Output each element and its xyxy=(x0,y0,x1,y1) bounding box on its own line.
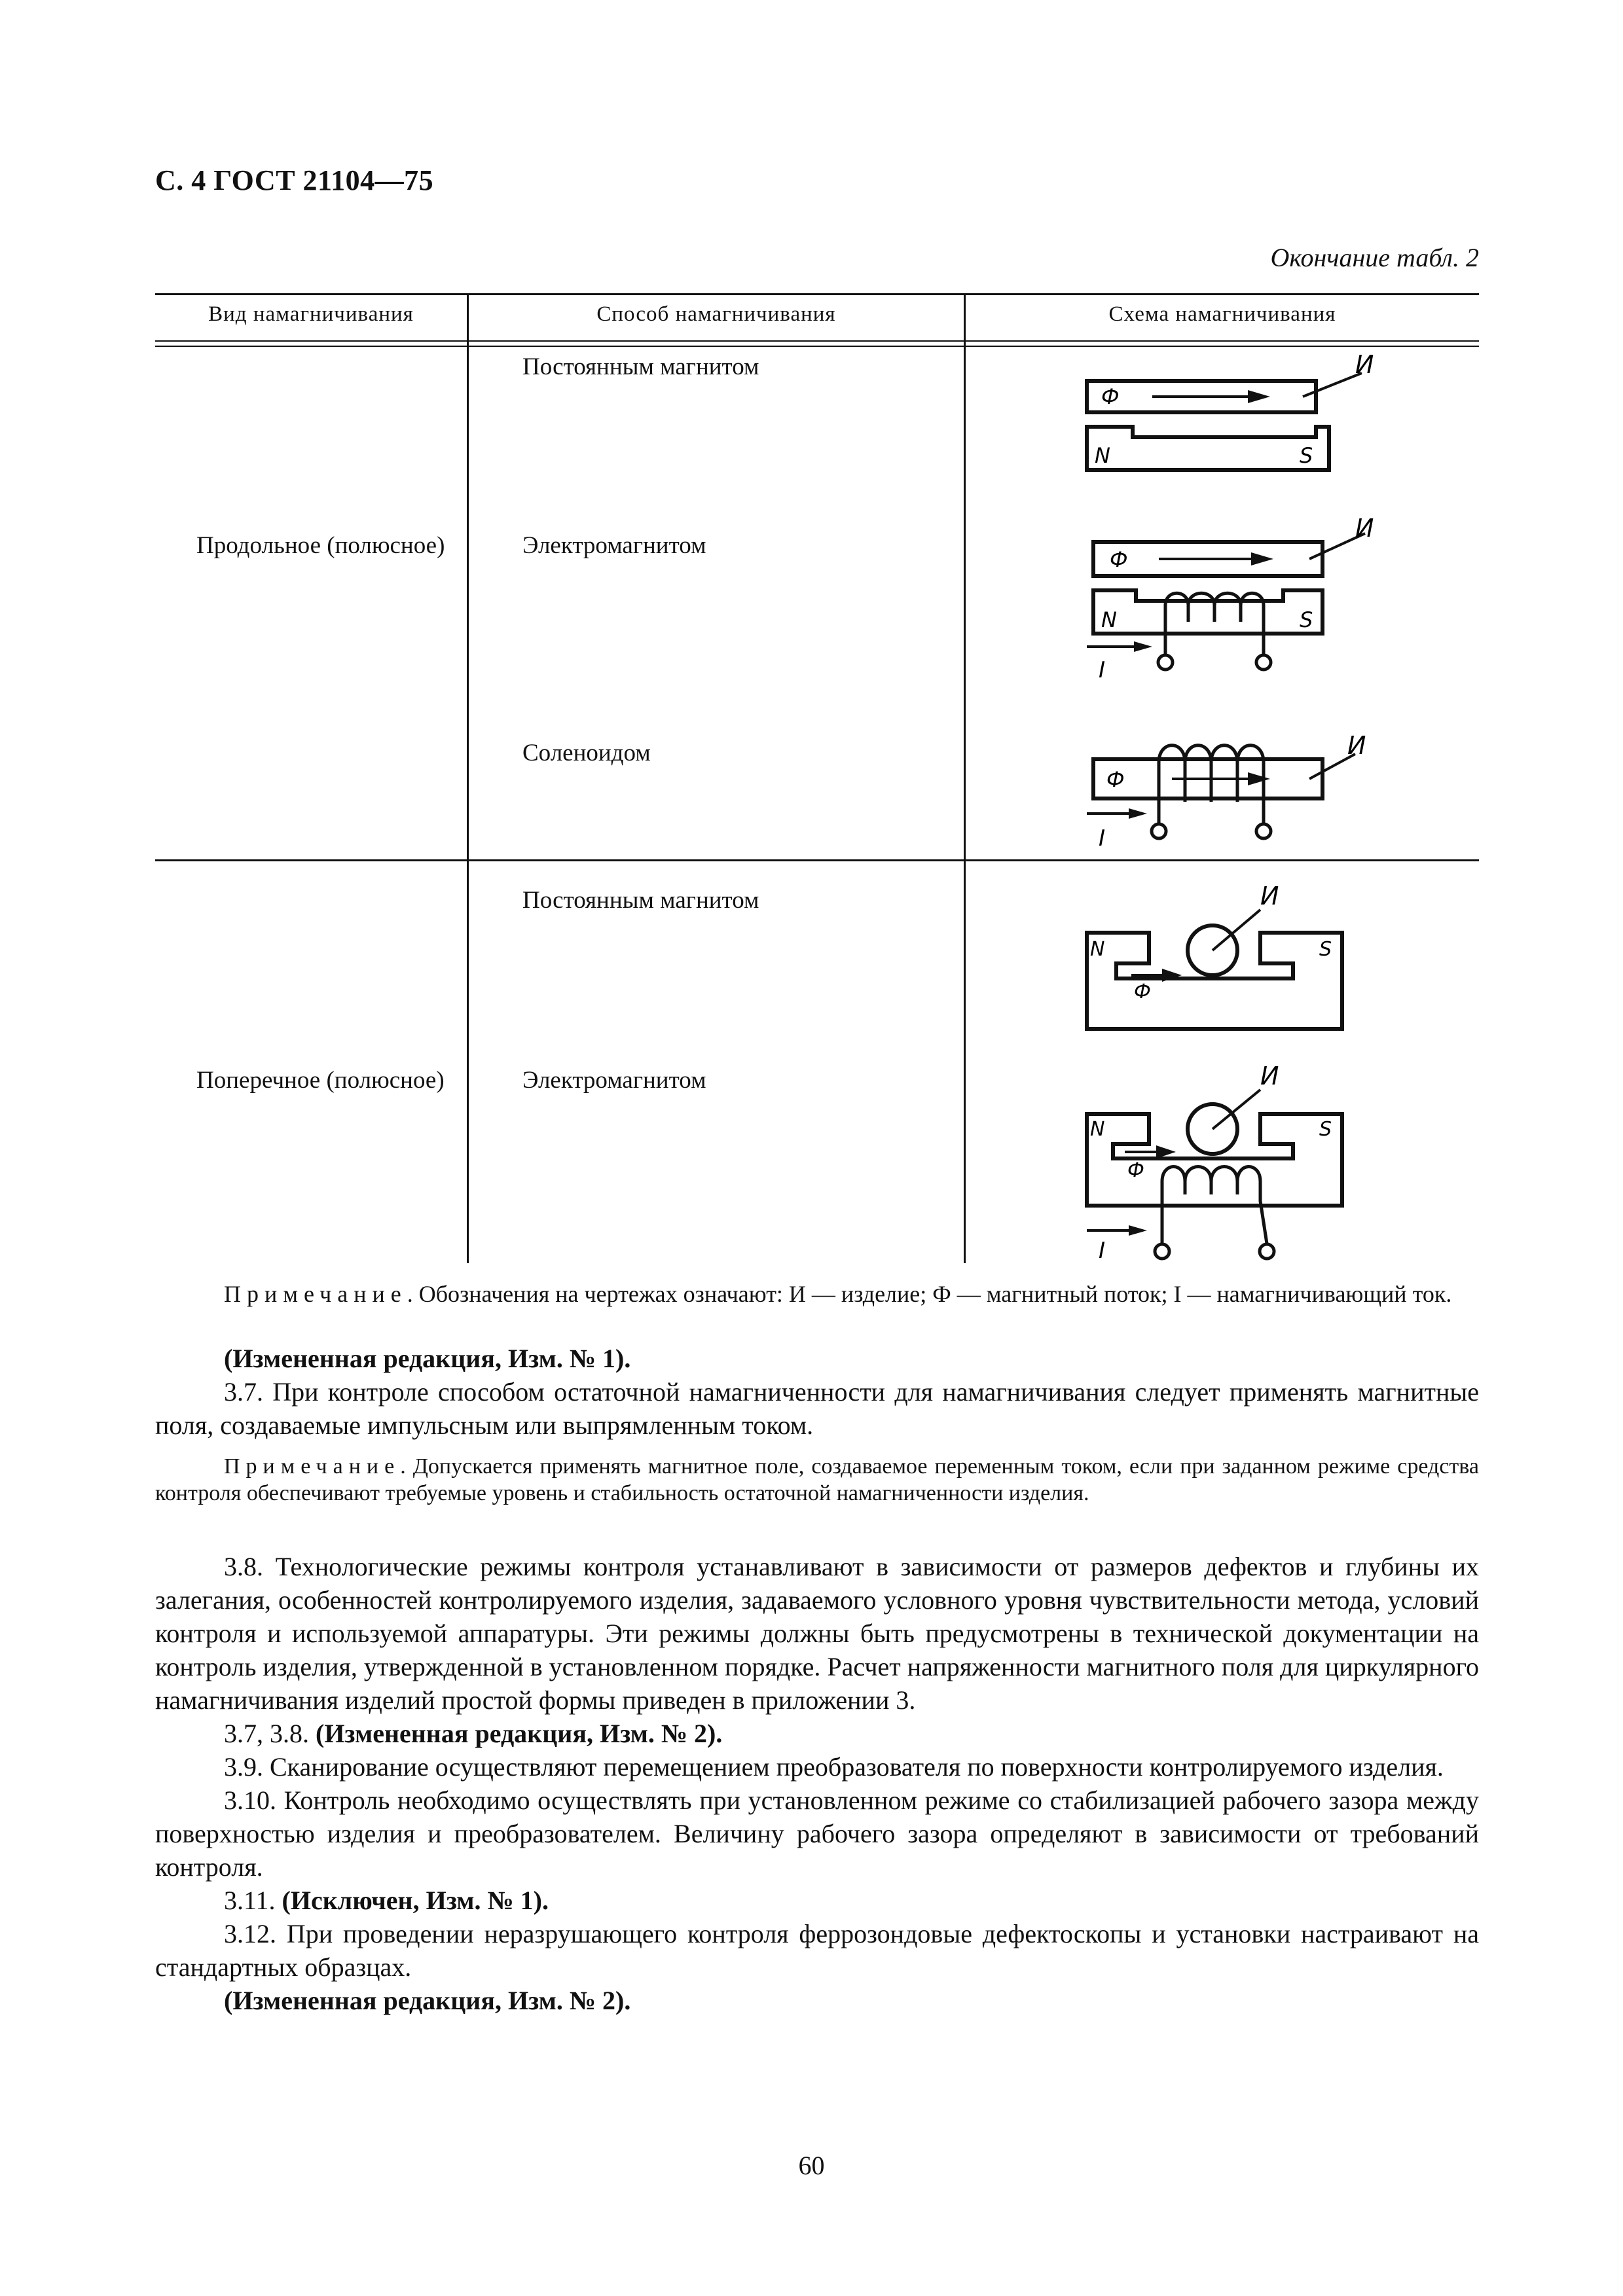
south-pole-label: S xyxy=(1300,443,1313,468)
method-permanent-magnet-2: Постоянным магнитом xyxy=(522,887,759,914)
table-group-divider xyxy=(155,859,1479,861)
north-pole-label: N xyxy=(1090,1118,1105,1141)
product-symbol: И xyxy=(1347,731,1366,760)
kind-transverse: Поперечное (полюсное) xyxy=(196,1067,445,1094)
paragraph-3-9: 3.9. Сканирование осуществляют перемещением преобразователя по поверхности контролируемого изделия. xyxy=(224,1752,1444,1782)
method-electromagnet: Электромагнитом xyxy=(522,532,706,559)
method-electromagnet-2: Электромагнитом xyxy=(522,1067,706,1094)
flux-symbol: Ф xyxy=(1134,980,1151,1003)
note-text: . Допускается применять магнитное поле, создаваемое переменным током, если при заданном режиме средства контроля обеспечивают требуемые уровень и стабильность остаточной намагниченности изделия. xyxy=(155,1454,1479,1505)
paragraph-3-11-prefix: 3.11. xyxy=(224,1886,282,1915)
note-lead: Примечание xyxy=(224,1454,401,1479)
col-header-scheme: Схема намагничивания xyxy=(1108,302,1336,326)
north-pole-label: N xyxy=(1095,443,1110,468)
note-lead: Примечание xyxy=(224,1281,407,1307)
table-header-double-rule-2 xyxy=(155,346,1479,347)
amendment-2-prefix: 3.7, 3.8. xyxy=(224,1719,316,1748)
note-text: . Обозначения на чертежах означают: И — изделие; Ф — магнитный поток; I — намагничивающий ток. xyxy=(407,1281,1452,1307)
paragraph-3-11: (Исключен, Изм. № 1). xyxy=(282,1886,549,1915)
north-pole-label: N xyxy=(1090,938,1105,961)
table-col-divider-2 xyxy=(964,293,966,1263)
paragraph-3-12: 3.12. При проведении неразрушающего контроля феррозондовые дефектоскопы и установки настраивают на стандартных образцах. xyxy=(155,1919,1479,1982)
paragraph-3-10: 3.10. Контроль необходимо осуществлять при установленном режиме со стабилизацией рабочего зазора между поверхностью изделия и преобразователем. Величину рабочего зазора определяют в зависимости от требований контроля. xyxy=(155,1785,1479,1882)
flux-symbol: Ф xyxy=(1127,1159,1144,1182)
scheme-longitudinal-electromagnet xyxy=(1074,514,1401,687)
flux-symbol: Ф xyxy=(1110,547,1128,572)
table-continuation-label: Окончание табл. 2 xyxy=(1270,243,1479,272)
flux-symbol: Ф xyxy=(1101,384,1120,409)
product-symbol: И xyxy=(1260,882,1279,910)
col-header-method: Способ намагничивания xyxy=(596,302,836,326)
product-symbol: И xyxy=(1260,1062,1279,1090)
south-pole-label: S xyxy=(1319,1118,1332,1141)
kind-longitudinal: Продольное (полюсное) xyxy=(196,532,445,559)
current-symbol: I xyxy=(1099,657,1106,683)
scheme-longitudinal-permanent-magnet xyxy=(1074,350,1401,478)
note-3-7 xyxy=(155,1453,1479,1507)
body-section-2 xyxy=(155,1550,1479,2017)
scheme-transverse-permanent-magnet xyxy=(1074,882,1401,1041)
table-top-rule xyxy=(155,293,1479,295)
table-header-double-rule xyxy=(155,340,1479,342)
col-header-kind: Вид намагничивания xyxy=(208,302,414,326)
scheme-longitudinal-solenoid xyxy=(1074,720,1401,851)
body-section-1 xyxy=(155,1342,1479,1442)
paragraph-3-7: 3.7. При контроле способом остаточной намагниченности для намагничивания следует применять магнитные поля, создаваемые импульсным или выпрямленным током. xyxy=(155,1377,1479,1440)
south-pole-label: S xyxy=(1319,938,1332,961)
table-note xyxy=(155,1280,1479,1308)
flux-symbol: Ф xyxy=(1106,767,1125,792)
paragraph-3-8: 3.8. Технологические режимы контроля устанавливают в зависимости от размеров дефектов и глубины их залегания, особенностей контролируемого изделия, задаваемого условного уровня чувствительности метода, условий контроля и используемой аппаратуры. Эти режимы должны быть предусмотрены в технической документации на контроль изделия, утвержденной в установленном порядке. Расчет напряженности магнитного поля для циркулярного намагничивания изделий простой формы приведен в приложении 3. xyxy=(155,1552,1479,1715)
amendment-2: (Измененная редакция, Изм. № 2). xyxy=(316,1719,723,1748)
page-number: 60 xyxy=(798,2151,825,2180)
current-symbol: I xyxy=(1099,825,1106,852)
amendment-3: (Измененная редакция, Изм. № 2). xyxy=(224,1986,631,2015)
product-symbol: И xyxy=(1355,514,1374,543)
page-header: С. 4 ГОСТ 21104—75 xyxy=(155,164,434,196)
amendment-1: (Измененная редакция, Изм. № 1). xyxy=(224,1344,631,1373)
table-col-divider-1 xyxy=(467,293,469,1263)
method-solenoid: Соленоидом xyxy=(522,740,651,766)
scheme-transverse-electromagnet xyxy=(1074,1054,1401,1263)
south-pole-label: S xyxy=(1300,607,1313,632)
current-symbol: I xyxy=(1099,1238,1106,1264)
product-symbol: И xyxy=(1355,350,1374,379)
north-pole-label: N xyxy=(1101,607,1117,632)
method-permanent-magnet: Постоянным магнитом xyxy=(522,353,759,380)
